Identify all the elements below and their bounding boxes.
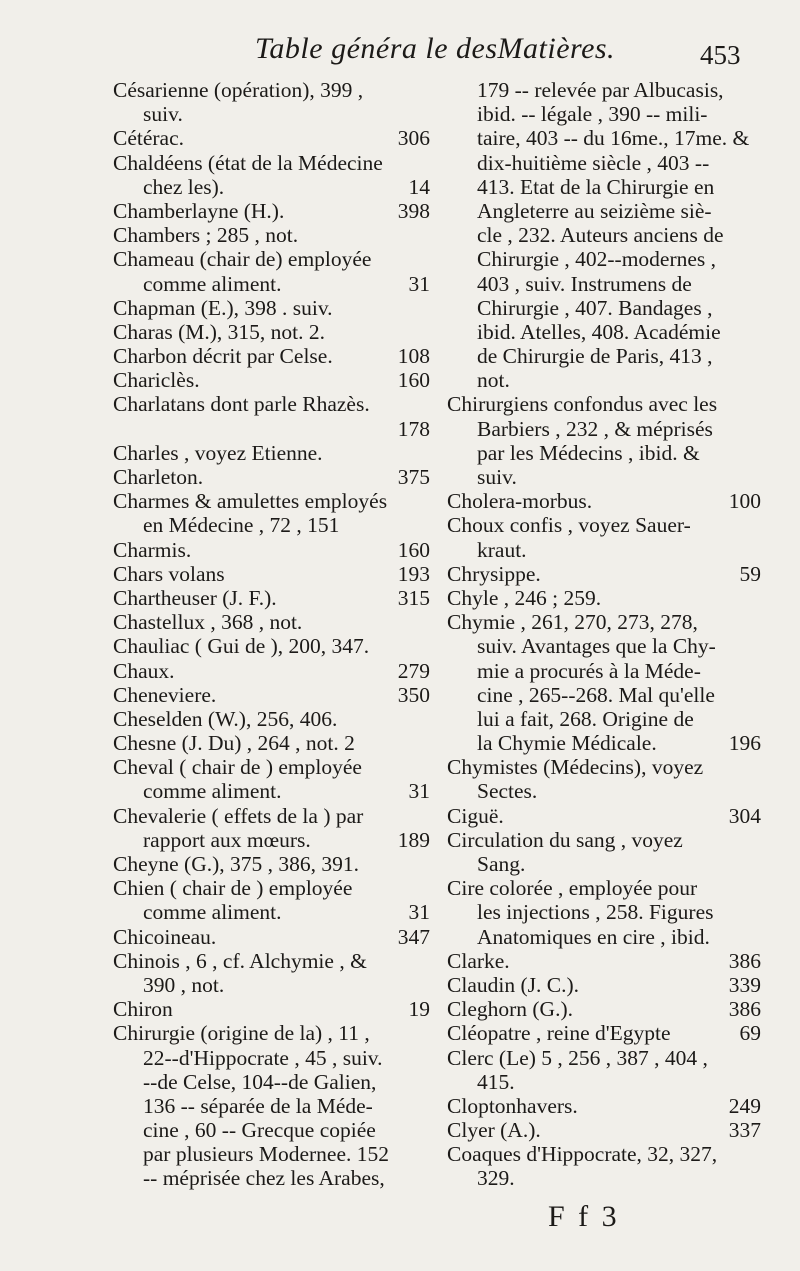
index-entry [447, 804, 769, 828]
index-entry [447, 852, 769, 876]
entry-text: Chastellux , 368 , not. [113, 610, 303, 635]
index-entry [447, 392, 769, 416]
index-entry [447, 151, 769, 175]
index-entry [447, 779, 769, 803]
index-entry [447, 707, 769, 731]
entry-text: ibid. -- légale , 390 -- mili- [477, 102, 708, 127]
index-entry [447, 272, 769, 296]
entry-text: Barbiers , 232 , & méprisés [477, 416, 713, 441]
index-entry [113, 199, 438, 223]
entry-text: 136 -- séparée de la Méde- [143, 1093, 373, 1118]
index-entry [113, 320, 438, 344]
index-entry [447, 513, 769, 537]
entry-text: Chars volans [113, 561, 225, 586]
index-entry [447, 175, 769, 199]
entry-text: Chamberlayne (H.). [113, 198, 285, 223]
entry-page-number: 350 [397, 682, 430, 707]
entry-text: Cloptonhavers. [447, 1093, 578, 1118]
index-entry [113, 707, 438, 731]
index-entry [447, 755, 769, 779]
index-entry [447, 368, 769, 392]
entry-text: Chapman (E.), 398 . suiv. [113, 295, 333, 320]
index-entry [113, 900, 438, 924]
entry-page-number: 189 [397, 827, 430, 852]
index-entry [113, 925, 438, 949]
entry-text: Cléopatre , reine d'Egypte [447, 1021, 671, 1046]
entry-text: comme aliment. [143, 779, 282, 804]
entry-text: Cheval ( chair de ) employée [113, 755, 362, 780]
entry-page-number: 337 [728, 1118, 761, 1143]
entry-text: Charlatans dont parle Rhazès. [113, 392, 370, 417]
entry-text: Chevalerie ( effets de la ) par [113, 803, 364, 828]
entry-page-number: 347 [397, 924, 430, 949]
entry-text: Chymie , 261, 270, 273, 278, [447, 610, 698, 635]
index-entry [113, 538, 438, 562]
index-entry [113, 368, 438, 392]
index-entry [113, 513, 438, 537]
index-entry [447, 925, 769, 949]
entry-text: mie a procurés à la Méde- [477, 658, 701, 683]
index-entry [447, 1094, 769, 1118]
entry-text: ibid. Atelles, 408. Académie [477, 319, 721, 344]
entry-page-number: 386 [728, 948, 761, 973]
index-entry [113, 949, 438, 973]
entry-text: Cleghorn (G.). [447, 997, 573, 1022]
entry-text: 329. [477, 1166, 515, 1191]
entry-text: Clerc (Le) 5 , 256 , 387 , 404 , [447, 1045, 708, 1070]
entry-text: Chirurgie , 407. Bandages , [477, 295, 713, 320]
index-entry [113, 1094, 438, 1118]
index-entry [113, 78, 438, 102]
index-entry [447, 489, 769, 513]
entry-page-number: 398 [397, 198, 430, 223]
entry-page-number: 306 [397, 126, 430, 151]
index-entry [113, 296, 438, 320]
entry-text: Clarke. [447, 948, 510, 973]
entry-text: dix-huitième siècle , 403 -- [477, 150, 710, 175]
index-entry [113, 659, 438, 683]
entry-page-number: 249 [728, 1093, 761, 1118]
entry-text: Charmes & amulettes employés [113, 489, 388, 514]
index-entry [447, 997, 769, 1021]
page-header [0, 30, 800, 74]
entry-page-number: 108 [397, 344, 430, 369]
entry-page-number: 69 [739, 1021, 761, 1046]
entry-text: Chicoineau. [113, 924, 217, 949]
index-entry [447, 683, 769, 707]
entry-text: Chinois , 6 , cf. Alchymie , & [113, 948, 367, 973]
entry-page-number: 31 [408, 779, 430, 804]
entry-text: Chariclès. [113, 368, 200, 393]
entry-text: --de Celse, 104--de Galien, [143, 1069, 377, 1094]
index-entry [447, 1118, 769, 1142]
entry-text: comme aliment. [143, 900, 282, 925]
entry-text: -- méprisée chez les Arabes, [143, 1166, 385, 1191]
index-entry [113, 175, 438, 199]
index-entry [447, 296, 769, 320]
entry-text: Chameau (chair de) employée [113, 247, 372, 272]
entry-text: Anatomiques en cire , ibid. [477, 924, 710, 949]
index-entry [113, 465, 438, 489]
entry-text: Chambers ; 285 , not. [113, 223, 299, 248]
entry-text: Clyer (A.). [447, 1118, 541, 1143]
entry-page-number: 14 [408, 174, 430, 199]
entry-text: Claudin (J. C.). [447, 972, 579, 997]
page-number: 453 [700, 40, 741, 70]
entry-text: Chartheuser (J. F.). [113, 585, 277, 610]
index-entry [447, 1046, 769, 1070]
entry-text: Choux confis , voyez Sauer- [447, 513, 691, 538]
index-entry [113, 344, 438, 368]
index-entry [113, 151, 438, 175]
entry-text: Cire colorée , employée pour [447, 876, 698, 901]
index-entry [113, 876, 438, 900]
entry-page-number: 279 [397, 658, 430, 683]
index-entry [113, 1118, 438, 1142]
index-column-left [113, 78, 438, 1191]
index-entry [447, 610, 769, 634]
index-entry [447, 320, 769, 344]
index-entry [447, 1142, 769, 1166]
index-entry [113, 997, 438, 1021]
entry-text: Charbon décrit par Celse. [113, 344, 333, 369]
index-entry [447, 876, 769, 900]
index-entry [113, 755, 438, 779]
entry-text: comme aliment. [143, 271, 282, 296]
entry-text: en Médecine , 72 , 151 [143, 513, 340, 538]
index-entry [113, 804, 438, 828]
index-entry [447, 199, 769, 223]
entry-text: Chaux. [113, 658, 175, 683]
entry-text: Circulation du sang , voyez [447, 827, 683, 852]
entry-text: de Chirurgie de Paris, 413 , [477, 344, 713, 369]
index-entry [113, 247, 438, 271]
entry-text: Charmis. [113, 537, 192, 562]
index-entry [447, 465, 769, 489]
index-entry [447, 223, 769, 247]
entry-page-number: 386 [728, 997, 761, 1022]
entry-text: par les Médecins , ibid. & [477, 440, 700, 465]
entry-text: Coaques d'Hippocrate, 32, 327, [447, 1142, 718, 1167]
index-entry [113, 610, 438, 634]
index-entry [447, 126, 769, 150]
entry-text: Chauliac ( Gui de ), 200, 347. [113, 634, 370, 659]
entry-text: kraut. [477, 537, 527, 562]
index-entry [447, 102, 769, 126]
entry-page-number: 193 [397, 561, 430, 586]
entry-text: cle , 232. Auteurs anciens de [477, 223, 724, 248]
index-entry [113, 779, 438, 803]
index-entry [447, 562, 769, 586]
entry-page-number: 178 [397, 416, 430, 441]
entry-text: Cheneviere. [113, 682, 217, 707]
index-entry [113, 973, 438, 997]
entry-text: 179 -- relevée par Albucasis, [477, 78, 724, 102]
entry-text: not. [477, 368, 510, 393]
index-entry [113, 852, 438, 876]
entry-text: Sang. [477, 852, 526, 876]
entry-text: cine , 60 -- Grecque copiée [143, 1118, 376, 1143]
index-entry [447, 949, 769, 973]
index-entry [447, 247, 769, 271]
index-entry [113, 586, 438, 610]
index-entry [447, 731, 769, 755]
index-entry [447, 659, 769, 683]
index-entry [113, 731, 438, 755]
entry-page-number: 31 [408, 271, 430, 296]
entry-text: Chrysippe. [447, 561, 541, 586]
running-title: Table généra le desMatières. [255, 32, 616, 65]
entry-text: taire, 403 -- du 16me., 17me. & [477, 126, 750, 151]
entry-page-number: 304 [728, 803, 761, 828]
index-entry [113, 1070, 438, 1094]
entry-text: suiv. [477, 465, 517, 489]
entry-page-number: 160 [397, 368, 430, 393]
index-entry [113, 1166, 438, 1190]
entry-text: Chesne (J. Du) , 264 , not. 2 [113, 731, 355, 756]
index-entry [113, 272, 438, 296]
entry-text: suiv. [143, 102, 183, 127]
index-column-right [447, 78, 769, 1191]
entry-text: lui a fait, 268. Origine de [477, 706, 694, 731]
index-entry [113, 417, 438, 441]
index-entry [113, 1046, 438, 1070]
entry-text: 390 , not. [143, 972, 225, 997]
index-entry [113, 683, 438, 707]
index-entry [113, 1142, 438, 1166]
entry-text: suiv. Avantages que la Chy- [477, 634, 716, 659]
index-entry [113, 634, 438, 658]
entry-text: Cétérac. [113, 126, 185, 151]
entry-text: Angleterre au seizième siè- [477, 198, 712, 223]
index-entry [447, 1166, 769, 1190]
entry-text: 415. [477, 1069, 515, 1094]
entry-text: Sectes. [477, 779, 538, 804]
entry-page-number: 100 [728, 489, 761, 514]
entry-text: Charas (M.), 315, not. 2. [113, 319, 325, 344]
index-entry [113, 392, 438, 416]
index-entry [113, 489, 438, 513]
entry-text: chez les). [143, 174, 225, 199]
index-entry [113, 223, 438, 247]
entry-text: cine , 265--268. Mal qu'elle [477, 682, 715, 707]
entry-text: 413. Etat de la Chirurgie en [477, 174, 715, 199]
entry-text: Chiron [113, 997, 173, 1022]
index-entry [447, 538, 769, 562]
index-entry [447, 441, 769, 465]
entry-page-number: 160 [397, 537, 430, 562]
index-entry [113, 828, 438, 852]
index-entry [447, 586, 769, 610]
index-entry [447, 78, 769, 102]
entry-text: Charles , voyez Etienne. [113, 440, 323, 465]
entry-text: Chien ( chair de ) employée [113, 876, 353, 901]
entry-page-number: 31 [408, 900, 430, 925]
entry-text: Chirurgiens confondus avec les [447, 392, 718, 417]
index-entry [113, 562, 438, 586]
index-entry [447, 344, 769, 368]
index-entry [113, 102, 438, 126]
entry-text: Chyle , 246 ; 259. [447, 585, 602, 610]
index-entry [447, 1070, 769, 1094]
entry-text: par plusieurs Modernee. 152 [143, 1142, 389, 1167]
index-entry [447, 417, 769, 441]
entry-text: Chymistes (Médecins), voyez [447, 755, 704, 780]
index-entry [113, 441, 438, 465]
entry-text: Cheselden (W.), 256, 406. [113, 706, 338, 731]
entry-page-number: 375 [397, 465, 430, 489]
index-entry [447, 1021, 769, 1045]
signature-mark: F f 3 [548, 1200, 620, 1233]
entry-text: Cholera-morbus. [447, 489, 593, 514]
entry-page-number: 59 [739, 561, 761, 586]
entry-text: Ciguë. [447, 803, 504, 828]
index-entry [447, 973, 769, 997]
entry-text: 22--d'Hippocrate , 45 , suiv. [143, 1045, 383, 1070]
entry-text: Cheyne (G.), 375 , 386, 391. [113, 852, 360, 876]
index-entry [447, 634, 769, 658]
index-entry [113, 126, 438, 150]
entry-text: Césarienne (opération), 399 , [113, 78, 364, 102]
index-entry [447, 828, 769, 852]
entry-text: rapport aux mœurs. [143, 827, 311, 852]
entry-text: Chirurgie , 402--modernes , [477, 247, 717, 272]
entry-text: 403 , suiv. Instrumens de [477, 271, 692, 296]
entry-page-number: 339 [728, 972, 761, 997]
entry-text: les injections , 258. Figures [477, 900, 714, 925]
entry-page-number: 19 [408, 997, 430, 1022]
entry-text: Chirurgie (origine de la) , 11 , [113, 1021, 370, 1046]
entry-page-number: 315 [397, 585, 430, 610]
index-entry [447, 900, 769, 924]
entry-text: Chaldéens (état de la Médecine [113, 150, 383, 175]
entry-text: Charleton. [113, 465, 204, 489]
index-entry [113, 1021, 438, 1045]
entry-page-number: 196 [728, 731, 761, 756]
entry-text: la Chymie Médicale. [477, 731, 657, 756]
